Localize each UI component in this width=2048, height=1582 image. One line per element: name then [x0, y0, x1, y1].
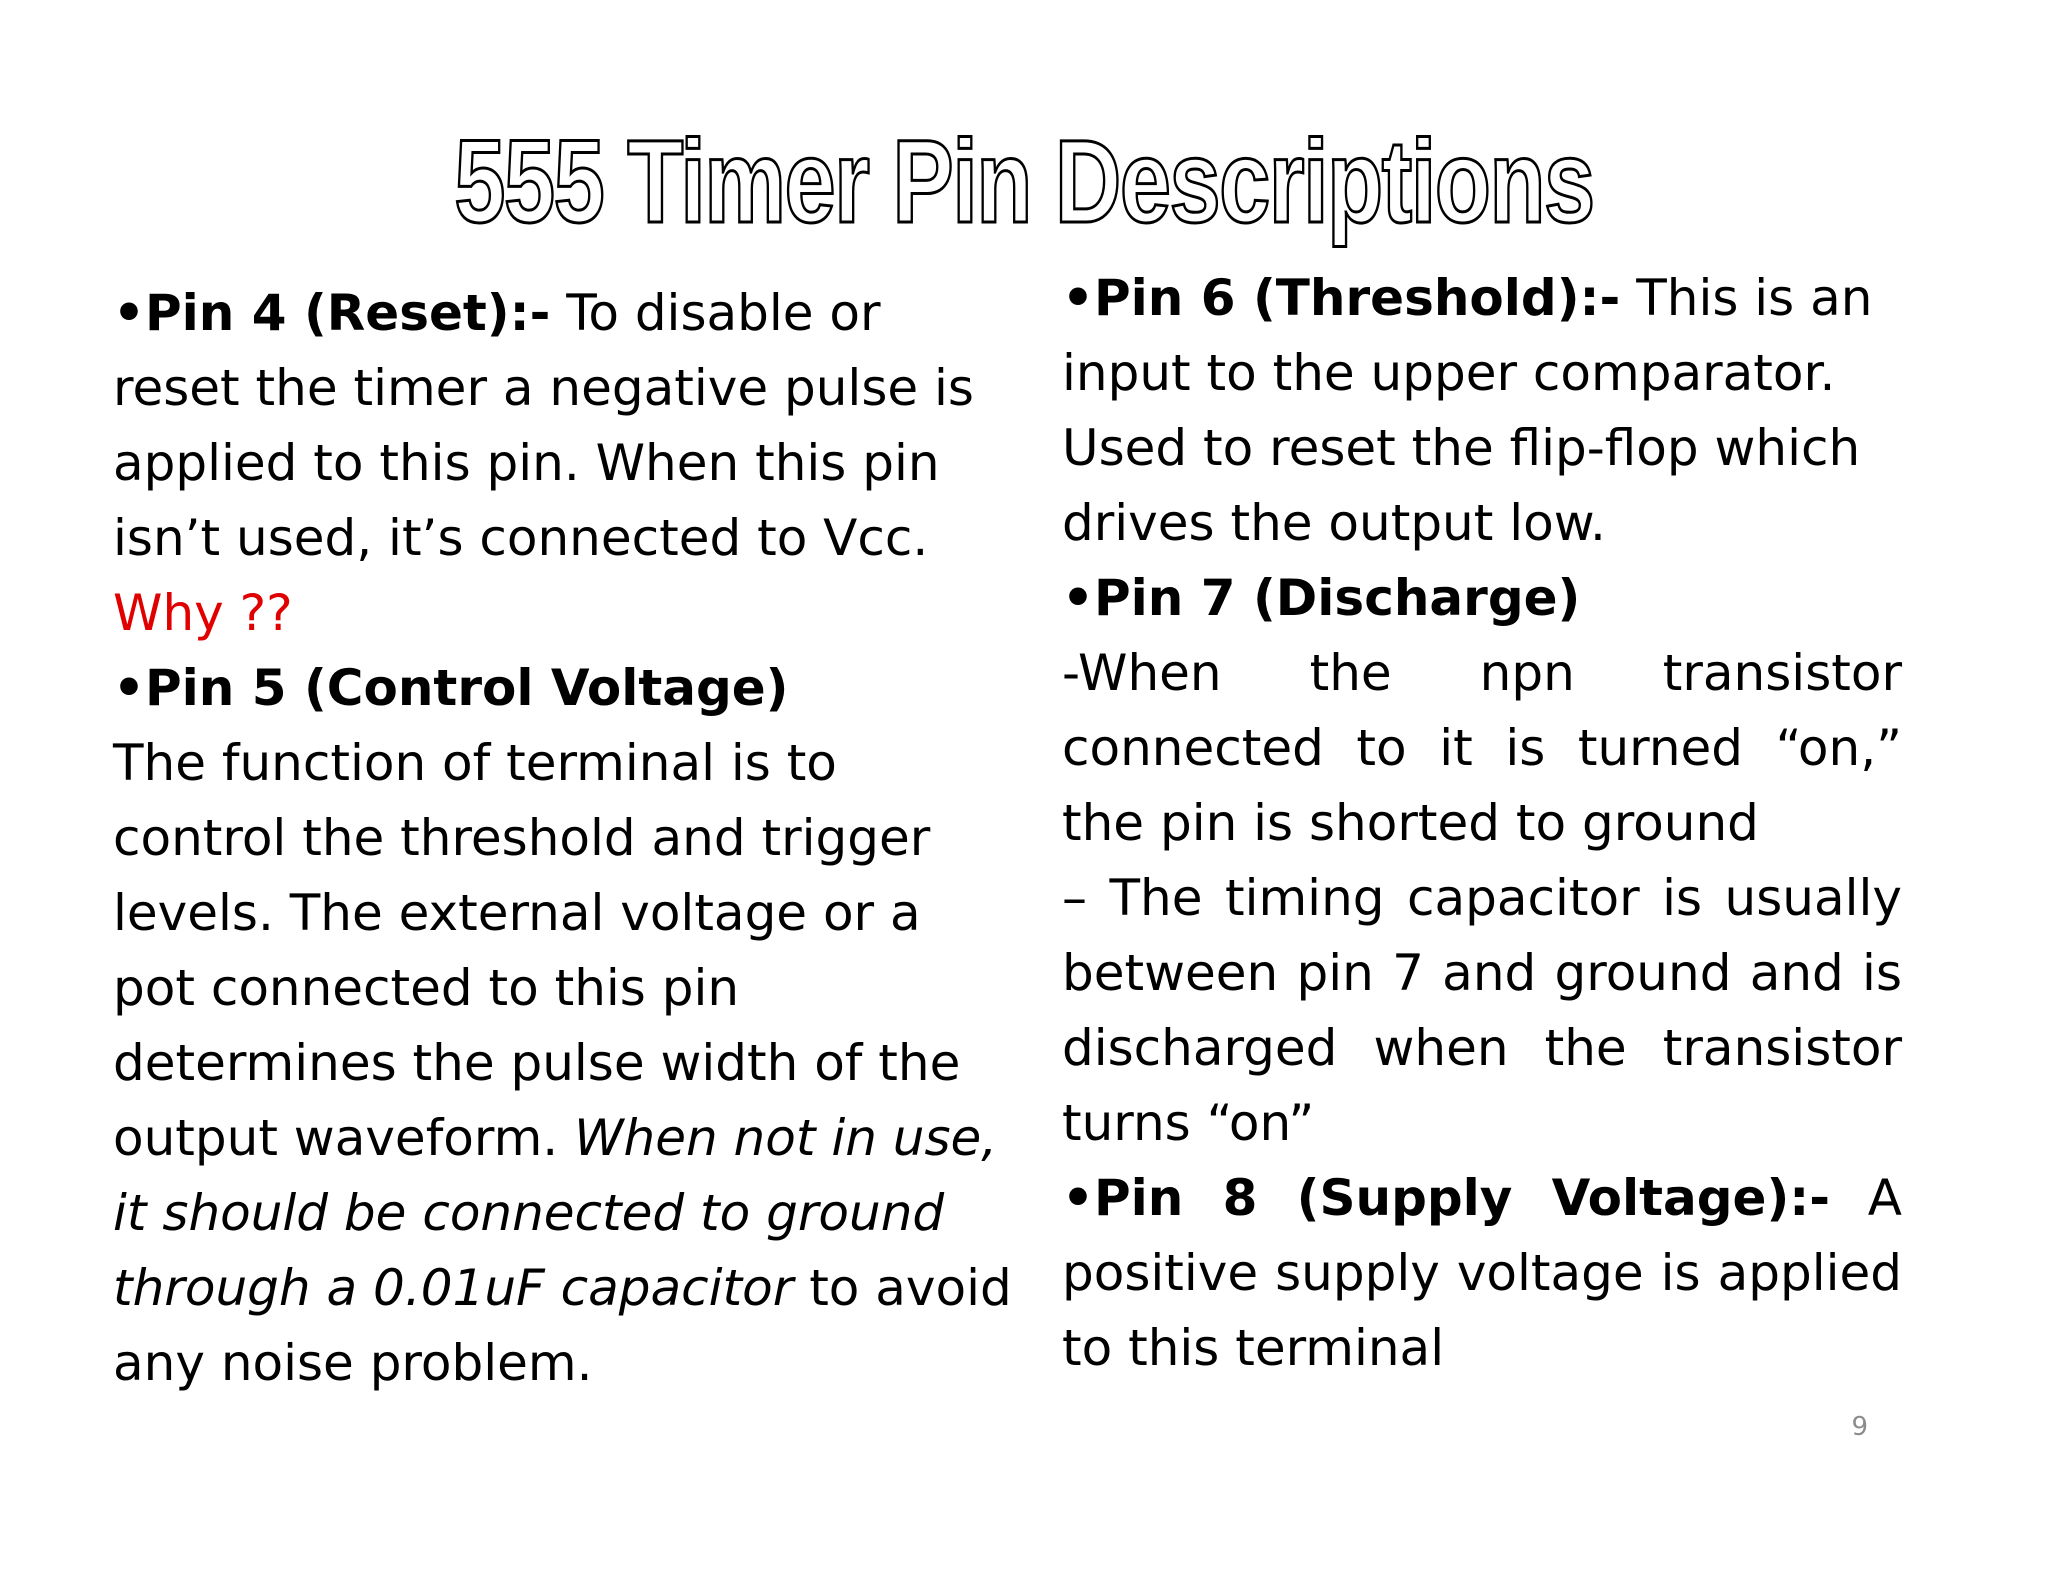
pin4-heading: •Pin 4 (Reset):-: [113, 284, 551, 342]
pin5-heading: •Pin 5 (Control Voltage): [113, 659, 789, 717]
why-question: Why ??: [113, 584, 293, 642]
right-column: [1062, 261, 1902, 1386]
pin7-line2: – The timing capacitor is usually between pin 7 and ground and is discharged when the transistor turns “on”: [1062, 869, 1902, 1152]
pin8-body: A positive supply voltage is applied to this terminal: [1062, 1169, 1902, 1377]
pin6-heading: •Pin 6 (Threshold):-: [1062, 269, 1621, 327]
pin4-paragraph: [113, 276, 1013, 576]
pin5-tail: to avoid any noise problem.: [113, 1259, 1012, 1392]
pin5-body: The function of terminal is to control the threshold and trigger levels. The external voltage or a pot connected to this pin determines the pulse width of the output waveform.: [113, 734, 961, 1167]
page-number: 9: [1851, 1412, 1868, 1442]
pin8-paragraph: [1062, 1161, 1902, 1386]
slide-title: 555 Timer Pin Descriptions: [454, 116, 1594, 248]
pin6-body: This is an input to the upper comparator. Used to reset the flip-flop which drives the output low.: [1062, 269, 1873, 552]
pin6-paragraph: [1062, 261, 1902, 561]
pin5-paragraph: [113, 726, 1013, 1401]
pin8-heading: •Pin 8 (Supply Voltage):-: [1062, 1169, 1831, 1227]
pin7-heading: •Pin 7 (Discharge): [1062, 569, 1581, 627]
pin4-body: To disable or reset the timer a negative pulse is applied to this pin. When this pin isn’t used, it’s connected to Vcc.: [113, 284, 974, 567]
left-column: [113, 276, 1013, 1401]
pin7-line1: -When the npn transistor connected to it is turned “on,” the pin is shorted to ground: [1062, 644, 1902, 852]
pin5-italic-note: When not in use, it should be connected to ground through a 0.01uF capacitor: [113, 1109, 998, 1317]
